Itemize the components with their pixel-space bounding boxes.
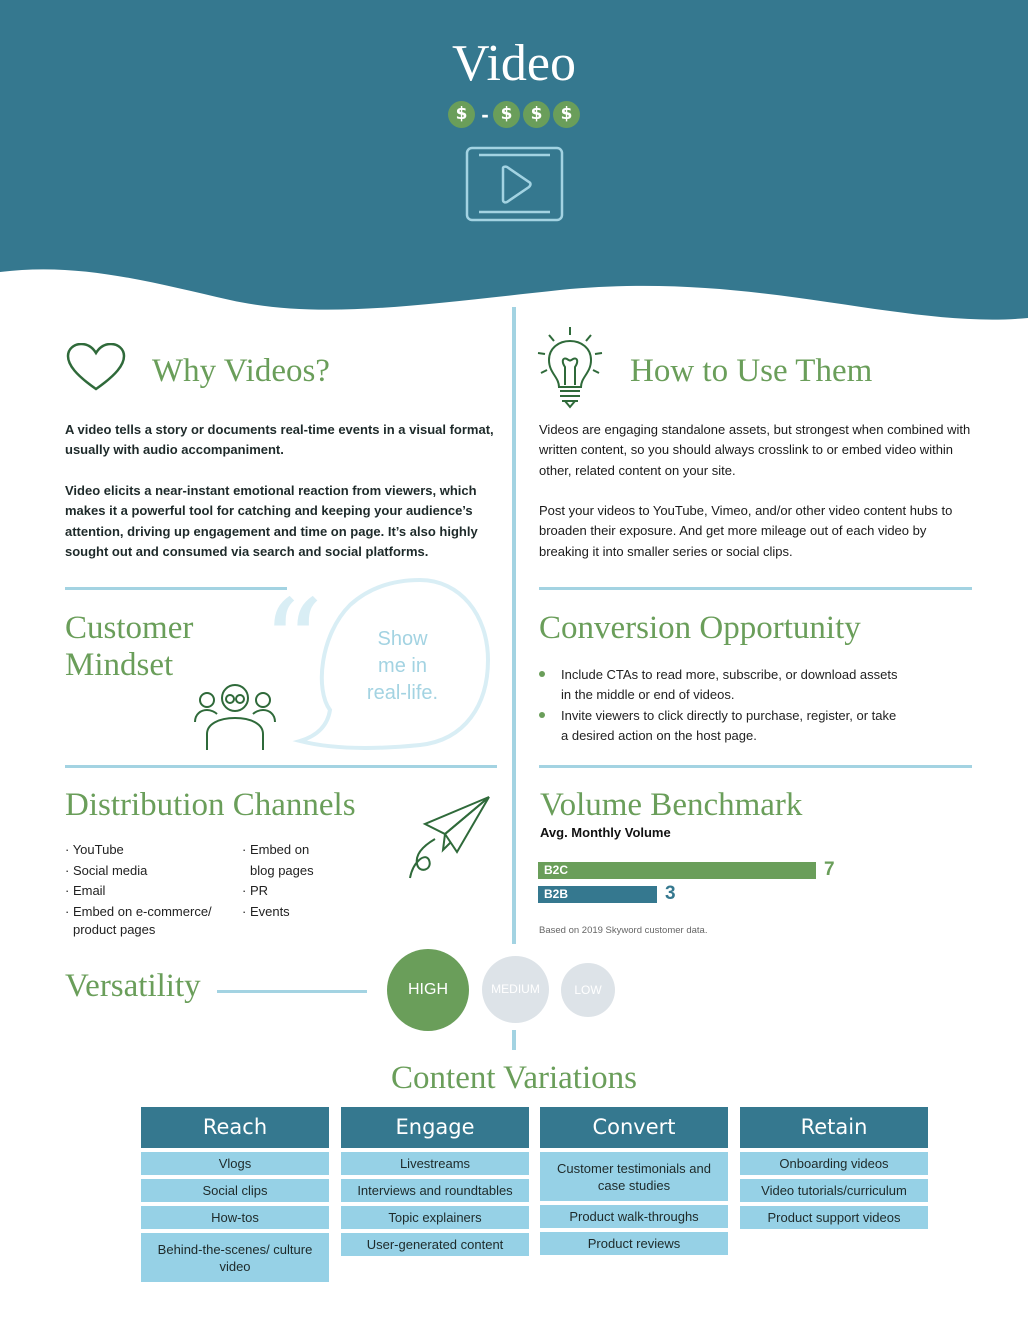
- distribution-item: blog pages: [250, 862, 314, 878]
- variation-item: Livestreams: [341, 1152, 529, 1175]
- variation-item: Behind-the-scenes/ culture video: [141, 1233, 329, 1282]
- video-play-icon: [465, 146, 565, 224]
- volume-bar-chart: [538, 859, 868, 908]
- column-header: Engage: [341, 1107, 529, 1148]
- variation-column-reach: [141, 1107, 329, 1286]
- distribution-list-left: [65, 840, 235, 938]
- bar-value-b2b: 3: [665, 883, 676, 904]
- distribution-list-right: [242, 840, 362, 922]
- variations-title: Content Variations: [391, 1060, 637, 1096]
- lightbulb-icon: [535, 325, 605, 410]
- section-divider: [65, 765, 497, 768]
- distribution-item: · PR: [242, 883, 268, 898]
- bar-b2b: B2B: [538, 886, 657, 903]
- variation-item: User-generated content: [341, 1233, 529, 1256]
- variation-column-convert: [540, 1107, 728, 1259]
- section-divider: [65, 587, 287, 590]
- distribution-item: product pages: [73, 922, 156, 937]
- variation-item: Product reviews: [540, 1232, 728, 1255]
- conversion-list: [539, 665, 899, 746]
- variation-item: Social clips: [141, 1179, 329, 1202]
- dollar-coin: $: [523, 101, 550, 128]
- why-paragraph-2: Video elicits a near-instant emotional reaction from viewers, which makes it a powerful tool for catching and keeping your audience’s attention, driving up engagement and time on page. It’s also highly sought out and consumed via search and social platforms.: [65, 483, 478, 559]
- versatility-high: HIGH: [387, 949, 469, 1031]
- how-paragraph-2: Post your videos to YouTube, Vimeo, and/or other video content hubs to broaden their exposure. And get more mileage out of each video by breaking it into smaller series or social clips.: [539, 503, 953, 559]
- versatility-title: Versatility: [65, 968, 201, 1004]
- conversion-title: Conversion Opportunity: [539, 610, 861, 646]
- column-header: Reach: [141, 1107, 329, 1148]
- variation-column-engage: [341, 1107, 529, 1260]
- conversion-bullet: [539, 706, 899, 747]
- variation-item: Video tutorials/curriculum: [740, 1179, 928, 1202]
- column-header: Convert: [540, 1107, 728, 1148]
- quote-line: Show: [377, 628, 428, 650]
- distribution-item: · Email: [65, 883, 106, 898]
- dollar-coin: $: [493, 101, 520, 128]
- dollar-coin: $: [553, 101, 580, 128]
- heart-icon: [66, 343, 126, 393]
- versatility-low: LOW: [561, 963, 615, 1017]
- versatility-connector: [217, 990, 367, 993]
- dollar-coin: $: [448, 101, 475, 128]
- variation-item: Product support videos: [740, 1206, 928, 1229]
- variation-item: Onboarding videos: [740, 1152, 928, 1175]
- variation-item: How-tos: [141, 1206, 329, 1229]
- distribution-item: · Embed on e-commerce/: [65, 903, 212, 919]
- distribution-item: · Events: [242, 903, 290, 919]
- volume-title: Volume Benchmark: [540, 787, 803, 823]
- mindset-title-line-2: Mindset: [65, 647, 174, 683]
- variation-item: Vlogs: [141, 1152, 329, 1175]
- cost-rating: [448, 101, 582, 129]
- distribution-item: · YouTube: [65, 842, 124, 857]
- why-title: Why Videos?: [152, 353, 330, 389]
- volume-note: Based on 2019 Skyword customer data.: [539, 925, 708, 936]
- cost-separator: -: [481, 102, 489, 127]
- person-group-icon: [193, 676, 277, 752]
- bullet-dot-icon: [539, 712, 545, 718]
- section-divider: [539, 587, 972, 590]
- paper-plane-icon: [405, 794, 495, 884]
- variation-item: Product walk-throughs: [540, 1205, 728, 1228]
- quote-line: real-life.: [366, 682, 439, 704]
- variation-item: Topic explainers: [341, 1206, 529, 1229]
- bullet-text: Include CTAs to read more, subscribe, or download assets in the middle or end of videos.: [561, 667, 898, 703]
- variation-column-retain: [740, 1107, 928, 1233]
- variation-item: Customer testimonials and case studies: [540, 1152, 728, 1201]
- conversion-bullet: [539, 665, 899, 706]
- why-paragraph-1: A video tells a story or documents real-time events in a visual format, usually with audio accompaniment.: [65, 422, 494, 458]
- how-title: How to Use Them: [630, 353, 873, 389]
- bar-value-b2c: 7: [824, 859, 835, 880]
- volume-subtitle: Avg. Monthly Volume: [540, 825, 671, 840]
- distribution-item: · Embed on: [242, 842, 310, 857]
- column-header: Retain: [740, 1107, 928, 1148]
- mindset-title-line-1: Customer: [65, 610, 194, 646]
- bar-b2c: B2C: [538, 862, 816, 879]
- page-title: Video: [452, 35, 576, 92]
- center-divider: [512, 307, 516, 944]
- versatility-medium: MEDIUM: [482, 956, 549, 1023]
- variation-item: Interviews and roundtables: [341, 1179, 529, 1202]
- section-divider: [539, 765, 972, 768]
- distribution-item: · Social media: [65, 862, 148, 878]
- center-divider-lower: [512, 1030, 516, 1050]
- distribution-title: Distribution Channels: [65, 787, 356, 823]
- bullet-dot-icon: [539, 671, 545, 677]
- how-paragraph-1: Videos are engaging standalone assets, but strongest when combined with written content, so you should always crosslink to or embed video within other, related content on your site.: [539, 422, 971, 478]
- bullet-text: Invite viewers to click directly to purchase, register, or take a desired action on the host page.: [561, 707, 897, 743]
- svg-text:“: “: [262, 575, 324, 714]
- quote-line: me in: [378, 655, 427, 677]
- mindset-quote: [350, 626, 455, 707]
